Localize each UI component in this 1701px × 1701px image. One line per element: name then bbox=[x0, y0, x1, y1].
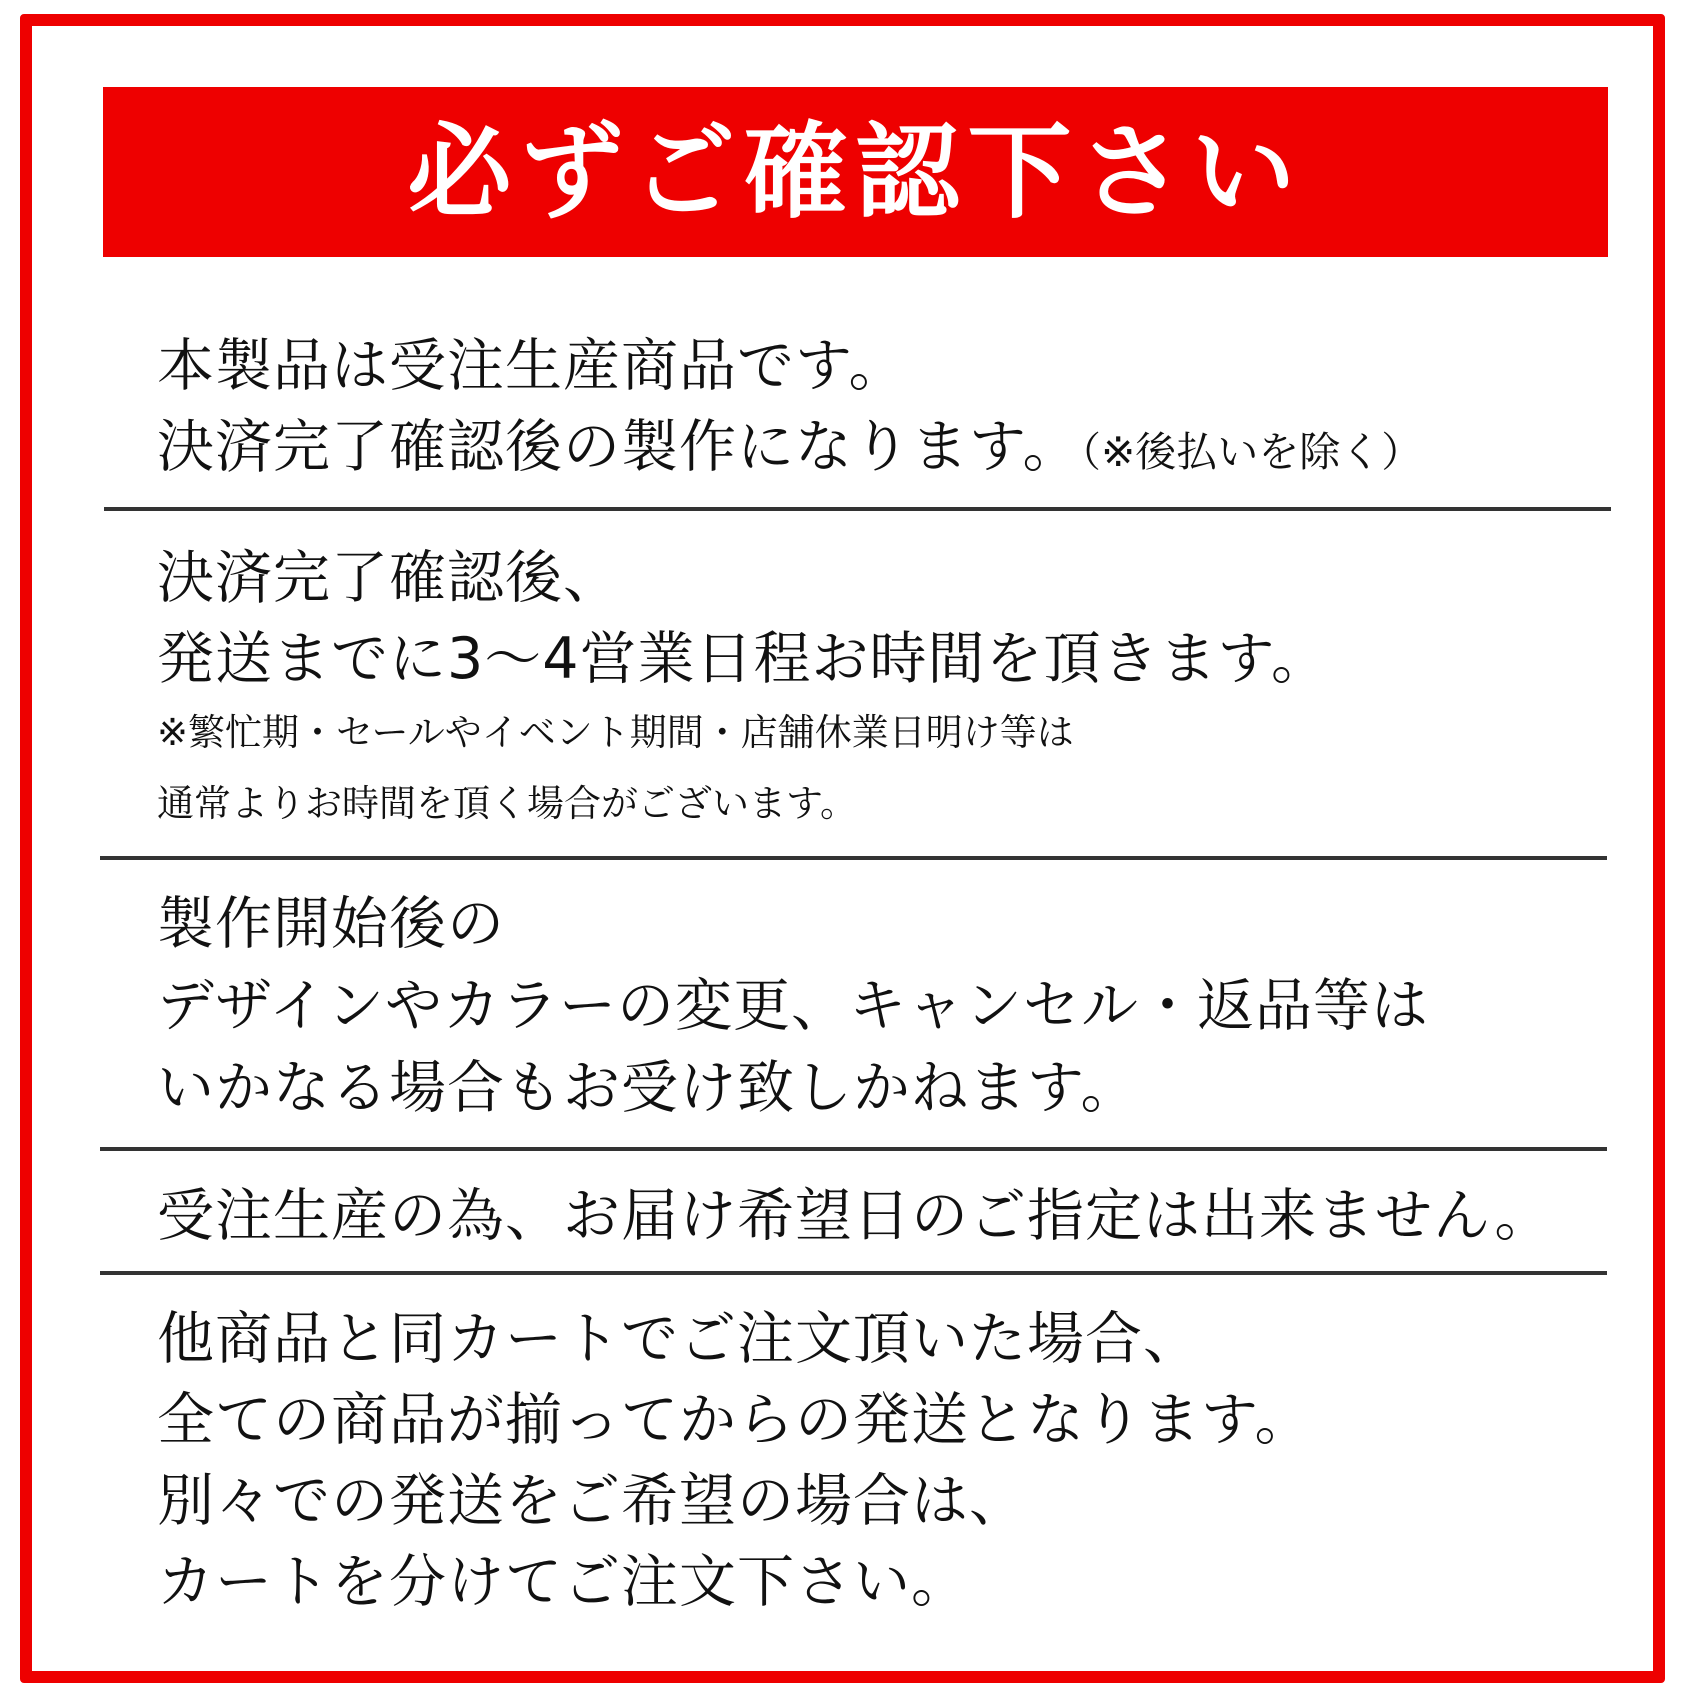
notice-line: 発送までに3～4営業日程お時間を頂きます。 bbox=[157, 626, 1329, 692]
notice-line: デザインやカラーの変更、キャンセル・返品等は bbox=[157, 973, 1430, 1039]
notice-section-same-cart bbox=[157, 1306, 1313, 1615]
notice-line: 製作開始後の bbox=[157, 891, 505, 957]
notice-line: 決済完了確認後、 bbox=[157, 545, 621, 611]
notice-line: 受注生産の為、お届け希望日のご指定は出来ません。 bbox=[157, 1183, 1553, 1249]
notice-note: 通常よりお時間を頂く場合がございます。 bbox=[157, 782, 858, 825]
notice-line: 全ての商品が揃ってからの発送となります。 bbox=[157, 1387, 1313, 1453]
section-divider bbox=[100, 1147, 1607, 1151]
title-banner bbox=[103, 87, 1608, 257]
notice-section-no-changes bbox=[157, 891, 1430, 1121]
notice-section-delivery-date bbox=[157, 1183, 1553, 1249]
notice-line: 別々での発送をご希望の場合は、 bbox=[157, 1468, 1027, 1534]
notice-note: （※後払いを除く） bbox=[1080, 428, 1423, 476]
notice-line: いかなる場合もお受け致しかねます。 bbox=[157, 1055, 1139, 1121]
section-divider bbox=[104, 507, 1611, 511]
notice-line: 決済完了確認後の製作になります。 bbox=[157, 414, 1081, 480]
notice-section-shipping-time bbox=[157, 545, 1329, 825]
notice-note: ※繁忙期・セールやイベント期間・店舗休業日明け等は bbox=[157, 711, 1074, 754]
notice-line: カートを分けてご注文下さい。 bbox=[157, 1549, 969, 1615]
notice-section-order-made bbox=[157, 333, 1423, 480]
notice-line-group bbox=[157, 414, 1423, 480]
section-divider bbox=[100, 856, 1607, 860]
notice-line: 他商品と同カートでご注文頂いた場合、 bbox=[157, 1306, 1201, 1372]
banner-title: 必ずご確認下さい bbox=[407, 111, 1304, 233]
section-divider bbox=[100, 1271, 1607, 1275]
notice-line: 本製品は受注生産商品です。 bbox=[157, 333, 907, 399]
